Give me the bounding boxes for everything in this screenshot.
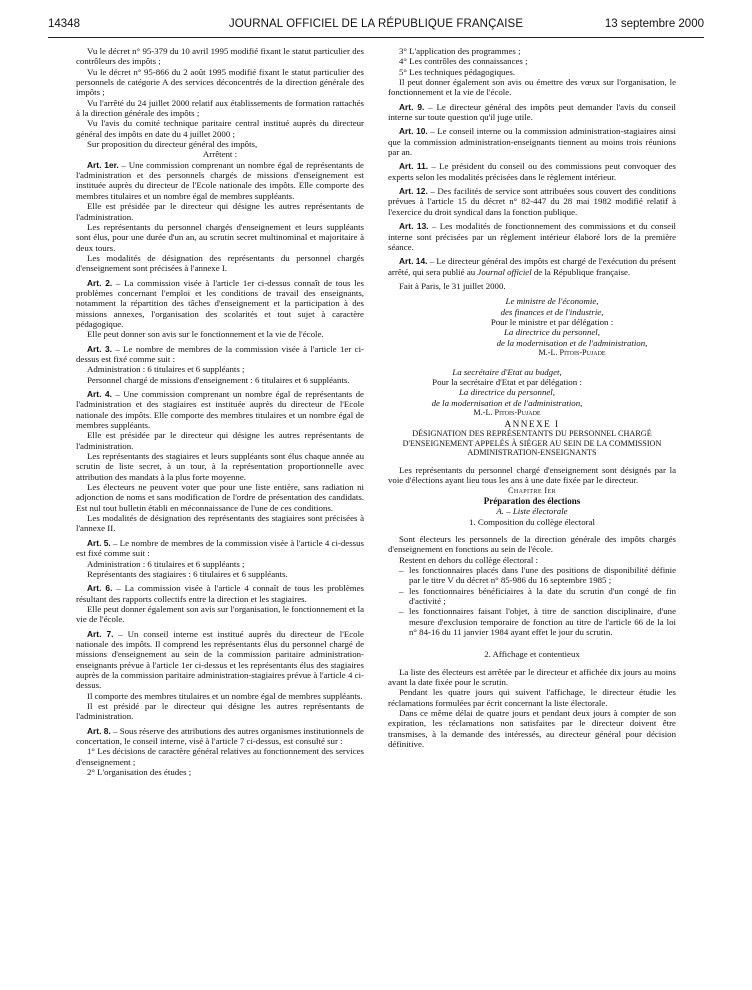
visa-paragraph: Vu le décret n° 95-379 du 10 avril 1995 modifié fixant le statut particulier des contrôleurs des impôts ; [76, 46, 364, 67]
list-item: – les fonctionnaires bénéficiaires à la date du scrutin d'un congé de fin d'activité ; [399, 585, 676, 606]
article-paragraph: Elle est présidée par le directeur qui désigne les autres représentants de l'administration. [76, 201, 364, 222]
article-label: Art. 7. [87, 628, 114, 639]
article-paragraph: Il comporte des membres titulaires et un nombre égal de membres suppléants. [87, 690, 363, 701]
proposition-line: Sur proposition du directeur général des impôts, [87, 139, 258, 150]
article-7: Art. 7. – Un conseil interne est institué auprès du directeur de l'Ecole nationale des impôts. Il comprend les représentants élus du personnel chargé de missions d'enseignement au sein de la commission paritaire administration-enseignants prévue à l'article 1er ci-dessus et les représentants élus des stagiaires auprès de la commission paritaire administration-stagiaires prévue à l'article 4 ci-dessus. [76, 628, 364, 691]
journal-reference: Journal officiel [477, 266, 532, 277]
section-paragraph: Pendant les quatre jours qui suivent l'affichage, le directeur étudie les réclamations formulées par écrit concernant la liste électorale. [388, 687, 676, 708]
subsection-heading: 1. Composition du collège électoral [469, 516, 595, 527]
annex-title: ANNEXE I [504, 418, 560, 429]
subsection-heading: 2. Affichage et contentieux [484, 649, 580, 660]
article-8: Art. 8. – Sous réserve des attributions des autres organismes institutionnels de concertation, le conseil interne, visé à l'article 7 ci-dessus, est consulté sur : [76, 725, 364, 746]
visa-paragraph: Vu l'arrêté du 24 juillet 2000 relatif aux établissements de formation rattachés à la direction générale des impôts ; [76, 97, 364, 119]
visa-paragraph: Vu le décret n° 95-866 du 2 août 1995 modifié fixant le statut particulier des personnels de catégorie A des services déconcentrés de la direction générale des impôts ; [76, 66, 364, 98]
article-label: Art. 14. [399, 256, 428, 267]
article-label: Art. 12. [399, 186, 428, 197]
page-number: 14348 [48, 18, 80, 30]
article-label: Art. 2. [87, 277, 113, 288]
list-item: – les fonctionnaires placés dans l'une des positions de disponibilité définie par le titre V du décret n° 85-986 du 16 septembre 1985 ; [399, 564, 676, 586]
article-paragraph: Elle peut donner également son avis sur l'organisation, le fonctionnement et la vie de l'école. [76, 603, 364, 625]
article-list-item: 2° L'organisation des études ; [87, 767, 192, 778]
article-label: Art. 9. [399, 101, 425, 112]
article-14: Art. 14. – Le directeur général des impôts est chargé de l'exécution du présent arrêté, qui sera publié au Journal officiel de la République française. [388, 256, 676, 277]
journal-title: JOURNAL OFFICIEL DE LA RÉPUBLIQUE FRANÇAISE [228, 18, 524, 30]
chapter-title: Préparation des élections [483, 495, 581, 506]
article-label: Art. 5. [87, 537, 111, 548]
article-label: Art. 10. [399, 126, 428, 137]
signatory-name: M.-L. Pitois-Pujade [538, 348, 606, 358]
article-4: Art. 4. – Une commission comprenant un nombre égal de représentants de l'administration et des stagiaires est instituée auprès du directeur de l'Ecole nationale des impôts. Elle comporte des membres titulaires et un nombre égal de membres suppléants. [76, 389, 364, 431]
article-paragraph: Elle est présidée par le directeur qui désigne les autres représentants de l'administration. [76, 430, 364, 451]
visa-paragraph: Vu l'avis du comité technique paritaire central institué auprès du directeur général des impôts en date du 4 juillet 2000 ; [76, 118, 364, 139]
list-item: – les fonctionnaires faisant l'objet, à titre de sanction disciplinaire, d'une mesure d'exclusion temporaire de fonction au titre de l'article 66 de la loi n° 84-16 du 11 janvier 1984 ayant effet le jour du scrutin. [399, 606, 676, 637]
section-paragraph: La liste des électeurs est arrêtée par le directeur et affichée dix jours au moins avant la date fixée pour le scrutin. [388, 666, 676, 687]
article-paragraph: Il peut donner également son avis ou émettre des vœux sur l'organisation, le fonctionnement et la vie de l'école. [388, 77, 676, 98]
left-column [76, 46, 364, 777]
article-paragraph: Elle peut donner son avis sur le fonctionnement et la vie de l'école. [87, 329, 324, 340]
article-paragraph: Les électeurs ne peuvent voter que pour une liste entière, sans radiation ni adjonction de noms et sans modification de l'ordre de présentation des candidats. Est nul tout bulletin établi en méconnaissance de l'une de ces conditions. [76, 482, 364, 513]
article-list-item: 4° Les contrôles des connaissances ; [399, 56, 528, 67]
article-paragraph: Il est présidé par le directeur qui désigne les autres représentants de l'administration. [76, 700, 364, 722]
article-label: Art. 1er. [87, 159, 119, 170]
article-list-item: 3° L'application des programmes ; [399, 46, 521, 56]
article-list-item: Administration : 6 titulaires et 6 suppléants ; [87, 364, 245, 375]
article-list-item: 5° Les techniques pédagogiques. [399, 66, 516, 77]
annex-subtitle: DÉSIGNATION DES REPRÉSENTANTS DU PERSONNEL CHARGÉ D'ENSEIGNEMENT APPELÉS À SIÉGER AU SEIN DE LA COMMISSION ADMINISTRATION-ENSEIGNANTS [402, 429, 662, 458]
signature-date: Fait à Paris, le 31 juillet 2000. [399, 280, 506, 291]
annex-paragraph: Les représentants du personnel chargé d'enseignement sont désignés par la voie d'élections ayant lieu tous les ans à une date fixée par le directeur. [388, 464, 676, 486]
article-paragraph: Les représentants du personnel chargés d'enseignement et leurs suppléants sont élus, pour une durée d'un an, au scrutin secret multinominal et majoritaire à deux tours. [76, 221, 364, 253]
header-rule [48, 37, 704, 38]
article-label: Art. 3. [87, 343, 112, 354]
article-list-item: 1° Les décisions de caractère général relatives au fonctionnement des services d'enseignement ; [76, 746, 364, 767]
article-label: Art. 8. [87, 725, 111, 736]
article-label: Art. 6. [87, 583, 113, 594]
article-paragraph: Les représentants des stagiaires et leurs suppléants sont élus chaque année au scrutin de liste secret, à un tour, à la représentation proportionnelle avec attribution des mandats à la plus forte moyenne. [76, 451, 364, 482]
article-6: Art. 6. – La commission visée à l'article 4 connaît de tous les problèmes résultant des rapports collectifs entre la direction et les stagiaires. [76, 583, 364, 604]
article-label: Art. 4. [87, 389, 112, 399]
article-paragraph: Les modalités de désignation des représentants du personnel chargés d'enseignement sont précisées à l'annexe I. [76, 252, 364, 274]
article-12: Art. 12. – Des facilités de service sont attribuées sous couvert des conditions prévues à l'article 15 du décret n° 82-447 du 28 mai 1982 modifié relatif à l'exercice du droit syndical dans la fonction publique. [388, 186, 676, 217]
article-3: Art. 3. – Le nombre de membres de la commission visée à l'article 1er ci-dessus est fixé comme suit : [76, 343, 364, 364]
section-paragraph: Sont électeurs les personnels de la direction générale des impôts chargés d'enseignement en fonctions au sein de l'école. [388, 533, 676, 555]
right-column [388, 46, 676, 749]
section-paragraph: Dans ce même délai de quatre jours et pendant deux jours à compter de son expiration, les réclamations non satisfaites par le directeur doivent être transmises, à la demande des intéressés, au directeur général pour décision définitive. [388, 708, 676, 750]
article-9: Art. 9. – Le directeur général des impôts peut demander l'avis du conseil interne sur toute question qu'il juge utile. [388, 101, 676, 123]
page-header [48, 18, 704, 34]
article-11: Art. 11. – Le président du conseil ou des commissions peut convoquer des experts selon les modalités précisées dans le règlement intérieur. [388, 161, 676, 182]
article-2: Art. 2. – La commission visée à l'article 1er ci-dessus connaît de tous les problèmes concernant l'emploi et les conditions de travail des enseignants, notamment la répartition des tâches d'enseignement et la participation à des missions annexes, l'organisation des scolarités et tout sujet à caractère pédagogique. [76, 277, 364, 329]
article-label: Art. 11. [399, 161, 429, 172]
arrete-heading: Arrêtent : [202, 149, 238, 160]
section-heading: A. – Liste électorale [496, 506, 568, 517]
signature-block-secretary: La secrétaire d'Etat au budget, Pour la secrétaire d'Etat et par délégation : La directrice du personnel, de la modernisation et de l'administration, M.-L. Pitois-Pujade [388, 367, 676, 419]
article-list-item: Personnel chargé de missions d'enseignement : 6 titulaires et 6 suppléants. [87, 374, 350, 385]
article-list-item: Administration : 6 titulaires et 6 suppléants ; [87, 558, 245, 569]
signature-block-minister: Le ministre de l'économie, des finances et de l'industrie, Pour le ministre et par délégation : La directrice du personnel, de la modernisation et de l'administration, M.-L. Pitois-Pujade [388, 296, 676, 358]
article-label: Art. 13. [399, 221, 429, 232]
signatory-name: M.-L. Pitois-Pujade [473, 408, 541, 418]
article-list-item: Représentants des stagiaires : 6 titulaires et 6 suppléants. [87, 568, 288, 579]
article-1: Art. 1er. – Une commission comprenant un nombre égal de représentants de l'administration et des personnels chargés de missions d'enseignement est instituée auprès du directeur de l'Ecole nationale des impôts. Elle comporte des membres titulaires et un nombre égal de membres suppléants. [76, 159, 364, 201]
article-paragraph: Les modalités de désignation des représentants des stagiaires sont précisées à l'annexe II. [76, 513, 364, 534]
article-10: Art. 10. – Le conseil interne ou la commission administration-stagiaires ainsi que la commission administration-enseignants tiennent au moins trois réunions par an. [388, 126, 676, 158]
section-paragraph: Restent en dehors du collège électoral : [399, 554, 538, 565]
article-13: Art. 13. – Les modalités de fonctionnement des commissions et du conseil interne sont précisées par un règlement intérieur élaboré lors de la première séance. [388, 221, 676, 252]
chapter-heading: Chapitre Ier [507, 485, 557, 495]
issue-date: 13 septembre 2000 [604, 18, 704, 30]
article-5: Art. 5. – Le nombre de membres de la commission visée à l'article 4 ci-dessus est fixé comme suit : [76, 537, 364, 559]
